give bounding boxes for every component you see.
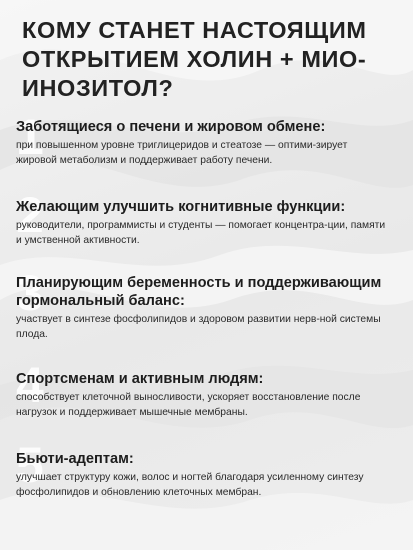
- list-item: [16, 109, 404, 168]
- item-text: при повышенном уровне триглицеридов и стеатозе — оптими-зирует жировой метаболизм и поддерживает работу печени.: [16, 140, 348, 166]
- item-number: 1: [16, 109, 44, 165]
- item-text: участвует в синтезе фосфолипидов и здоровом развитии нерв-ной системы плода.: [16, 314, 381, 340]
- item-text: улучшает структуру кожи, волос и ногтей благодаря усиленному синтезу фосфолипидов и обновлению клеточных мембран.: [16, 472, 364, 498]
- item-number: 5: [16, 437, 44, 493]
- item-heading: Спортсменам и активным людям:: [16, 371, 264, 387]
- item-text: руководители, программисты и студенты — помогает концентра-ции, памяти и умственной активности.: [16, 220, 386, 246]
- item-number: 3: [16, 265, 44, 321]
- item-heading: Желающим улучшить когнитивные функции:: [16, 199, 346, 215]
- item-text: способствует клеточной выносливости, ускоряет восстановление после нагрузок и поддерживает мышечные мембраны.: [16, 392, 361, 418]
- item-heading: Заботящиеся о печени и жировом обмене:: [16, 119, 326, 135]
- list-item: [16, 357, 404, 420]
- list-item: [16, 437, 404, 500]
- item-heading: Бьюти-адептам:: [16, 451, 134, 467]
- list-item: [16, 265, 404, 342]
- item-heading: Планирующим беременность и поддерживающим гормональный баланс:: [16, 275, 382, 309]
- page-title: КОМУ СТАНЕТ НАСТОЯЩИМ ОТКРЫТИЕМ ХОЛИН + МИО-ИНОЗИТОЛ?: [22, 17, 367, 101]
- item-number: 2: [16, 187, 44, 243]
- item-number: 4: [16, 357, 44, 413]
- list-item: [16, 187, 404, 248]
